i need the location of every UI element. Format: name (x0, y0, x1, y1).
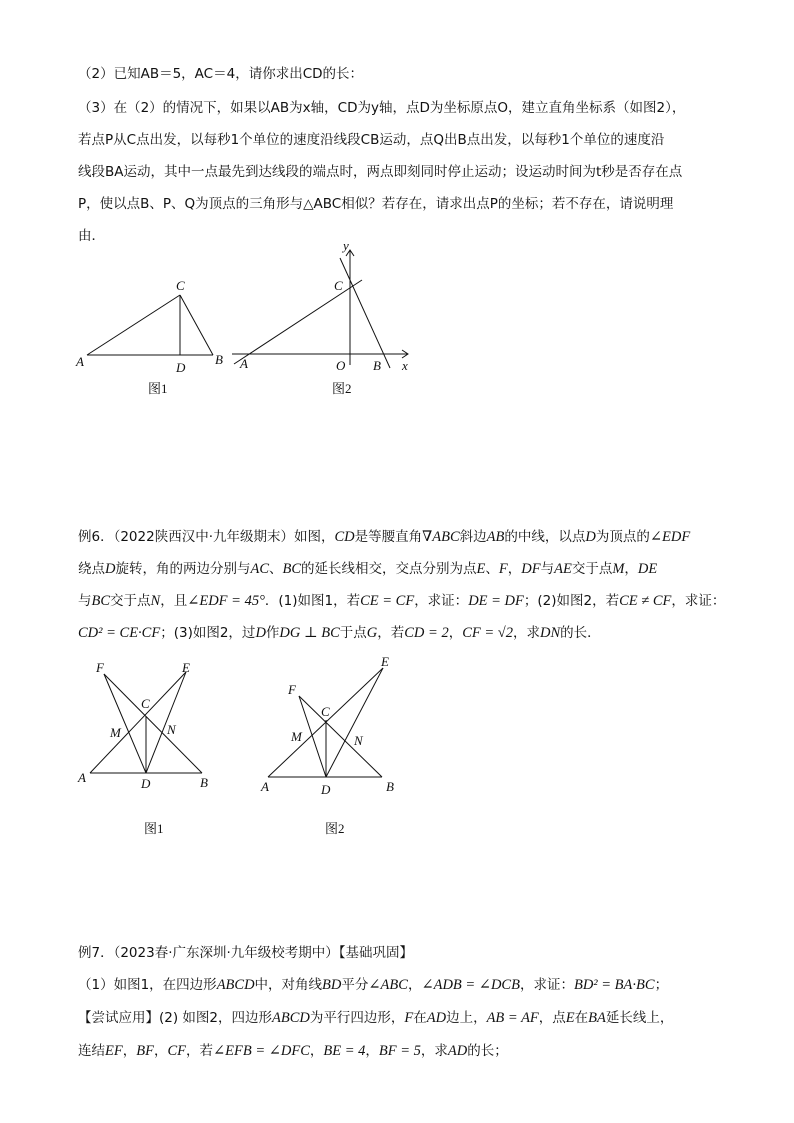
math: EF (105, 1043, 123, 1059)
example7-part2 (78, 1003, 728, 1034)
text: 是等腰直角 (354, 529, 423, 545)
label-d: D (321, 782, 331, 797)
text: ； (654, 977, 669, 993)
text: ，求证： (519, 977, 574, 993)
label-b: B (215, 352, 223, 367)
label-b: B (200, 775, 208, 790)
text: 在 (574, 1010, 589, 1026)
math: BD² = BA·BC (573, 977, 655, 993)
text: 中，对角线 (254, 977, 323, 993)
math: ∇ABC (422, 529, 460, 545)
label-f: F (288, 682, 296, 697)
example6-figure2-caption: 图2 (325, 821, 345, 836)
text: ，点 (538, 1010, 566, 1026)
text: 在 (413, 1010, 427, 1026)
line-bf (104, 674, 202, 773)
label-f: F (96, 660, 104, 675)
text: ， (407, 977, 422, 993)
label-a: A (76, 354, 84, 369)
text: ，求 (420, 1043, 448, 1059)
problem5-figure1 (70, 270, 230, 380)
text: ，求 (512, 625, 540, 641)
problem5-part3-line5: 由． (78, 228, 105, 244)
text: ， (448, 625, 463, 641)
label-e: E (182, 660, 190, 675)
text: 的长． (560, 625, 601, 641)
label-b: B (373, 358, 381, 373)
math: E (565, 1010, 575, 1026)
math: AD (447, 1043, 468, 1059)
problem5-figure2 (230, 240, 420, 380)
math: BF (136, 1043, 154, 1059)
math: G (366, 625, 378, 641)
math: F (404, 1010, 414, 1026)
math: DE (637, 561, 658, 577)
math: BE = 4 (323, 1043, 366, 1059)
math: AB (486, 529, 505, 545)
math: AB = AF (486, 1010, 539, 1026)
math: ∠ABC (368, 977, 408, 993)
math: DF (521, 561, 541, 577)
math: CD (334, 529, 355, 545)
text: 斜边 (459, 529, 487, 545)
example7-part2-cont (78, 1036, 728, 1067)
label-b: B (386, 779, 394, 794)
text: 与 (78, 593, 92, 609)
math: ABCD (272, 1010, 310, 1026)
text: 、 (269, 561, 283, 577)
label-a: A (78, 770, 86, 785)
label-c: C (141, 696, 150, 711)
text: 于点 (339, 625, 367, 641)
math: CF (167, 1043, 186, 1059)
text: 【尝试应用】(2) 如图2，四边形 (78, 1010, 273, 1026)
example7-part1 (78, 970, 728, 1001)
text: 边上， (446, 1010, 487, 1026)
text: ， (624, 561, 638, 577)
problem5-figure1-caption: 图1 (148, 381, 168, 396)
math: ABCD (216, 977, 255, 993)
problem5-part3-line4: P，使以点B、P、Q为顶点的三角形与△ABC相似？若存在，请求出点P的坐标；若不存在，请说明理 (78, 196, 674, 212)
label-c: C (176, 278, 185, 293)
math: E (476, 561, 486, 577)
label-a: A (261, 779, 269, 794)
example6-figure2 (255, 655, 415, 800)
text: 为顶点的 (595, 529, 650, 545)
math: ∠EFB = ∠DFC (212, 1043, 310, 1059)
example7-title: 例7．（2023春·广东深圳·九年级校考期中）【基础巩固】 (78, 945, 414, 961)
problem5-part3-line3: 线段BA运动，其中一点最先到达线段的端点时，两点即刻同时停止运动；设运动时间为t秒是否存在点 (78, 164, 683, 180)
example6-line3 (78, 586, 728, 617)
problem5-part2: （2）已知AB＝5，AC＝4，请你求出CD的长： (78, 66, 364, 82)
text: 例6．（2022陕西汉中·九年级期末）如图， (78, 529, 335, 545)
problem5-part3-line1: （3）在（2）的情况下，如果以AB为x轴，CD为y轴，点D为坐标原点O，建立直角坐标系（如图2）， (78, 100, 686, 116)
text: ， (507, 561, 522, 577)
text: 作 (265, 625, 280, 641)
text: 延长线上， (605, 1010, 674, 1026)
label-x: x (402, 358, 408, 373)
label-o: O (336, 358, 346, 373)
text: 、 (485, 561, 499, 577)
math: BC (91, 593, 111, 609)
label-a: A (240, 356, 248, 371)
text: ， (153, 1043, 168, 1059)
math: BC (282, 561, 302, 577)
math: M (612, 561, 625, 577)
math: D (585, 529, 596, 545)
math: D (255, 625, 266, 641)
line-fd (104, 674, 146, 773)
example6-line1 (78, 522, 728, 553)
example6-figure1-caption: 图1 (144, 821, 164, 836)
math: D (105, 561, 116, 577)
text: ；(3)如图2，过 (160, 625, 256, 641)
text: 旋转，角的两边分别与 (115, 561, 251, 577)
label-d: D (141, 776, 151, 791)
math: DE = DF (468, 593, 524, 609)
problem5-figure2-caption: 图2 (332, 381, 352, 396)
math: CE ≠ CF (619, 593, 672, 609)
math: DN (539, 625, 561, 641)
segment-cb (180, 295, 213, 355)
text: 交于点 (571, 561, 613, 577)
label-c: C (321, 704, 330, 719)
math: BD (322, 977, 342, 993)
math: ∠EDF (649, 529, 691, 545)
math: CD² = CE·CF (78, 625, 161, 641)
segment-ac (87, 295, 180, 355)
math: AC (250, 561, 270, 577)
math: N (150, 593, 161, 609)
example6-figure1 (70, 660, 220, 800)
text: ， (365, 1043, 379, 1059)
label-d: D (176, 360, 186, 375)
line-ed (326, 668, 383, 777)
text: ，求证： (414, 593, 469, 609)
text: ， (309, 1043, 324, 1059)
text: 的延长线相交，交点分别为点 (301, 561, 477, 577)
problem5-part3-line2: 若点P从C点出发，以每秒1个单位的速度沿线段CB运动，点Q出B点出发，以每秒1个单位的速度沿 (78, 132, 665, 148)
text: 与 (540, 561, 555, 577)
label-n: N (354, 733, 363, 748)
example6-line2 (78, 554, 728, 585)
text: ．(1)如图1，若 (264, 593, 361, 609)
text: ，求证： (671, 593, 726, 609)
math: CF = √2 (462, 625, 513, 641)
text: ，若 (185, 1043, 213, 1059)
label-m: M (110, 725, 121, 740)
text: （1）如图1，在四边形 (78, 977, 217, 993)
math: F (498, 561, 508, 577)
text: ；(2)如图2，若 (523, 593, 620, 609)
math: CE = CF (360, 593, 415, 609)
label-m: M (291, 729, 302, 744)
math: ∠EDF = 45° (187, 593, 265, 609)
math: CD = 2 (404, 625, 449, 641)
label-n: N (167, 722, 176, 737)
math: AD (426, 1010, 447, 1026)
text: 为平行四边形， (309, 1010, 405, 1026)
text: 连结 (78, 1043, 105, 1059)
text: ，且 (160, 593, 188, 609)
line-ac (234, 280, 362, 364)
math: ∠ADB = ∠DCB (421, 977, 520, 993)
text: ，若 (377, 625, 405, 641)
text: 绕点 (78, 561, 105, 577)
math: DG ⊥ BC (279, 625, 340, 641)
math: BF = 5 (378, 1043, 421, 1059)
math: BA (588, 1010, 606, 1026)
example6-line4 (78, 618, 728, 649)
text: 的长； (467, 1043, 508, 1059)
label-e: E (381, 654, 389, 669)
text: 平分 (341, 977, 369, 993)
math: AE (554, 561, 572, 577)
text: 的中线，以点 (504, 529, 586, 545)
text: 交于点 (110, 593, 151, 609)
label-c: C (334, 278, 343, 293)
line-cb (340, 258, 390, 368)
text: ， (122, 1043, 137, 1059)
label-y: y (343, 238, 349, 253)
